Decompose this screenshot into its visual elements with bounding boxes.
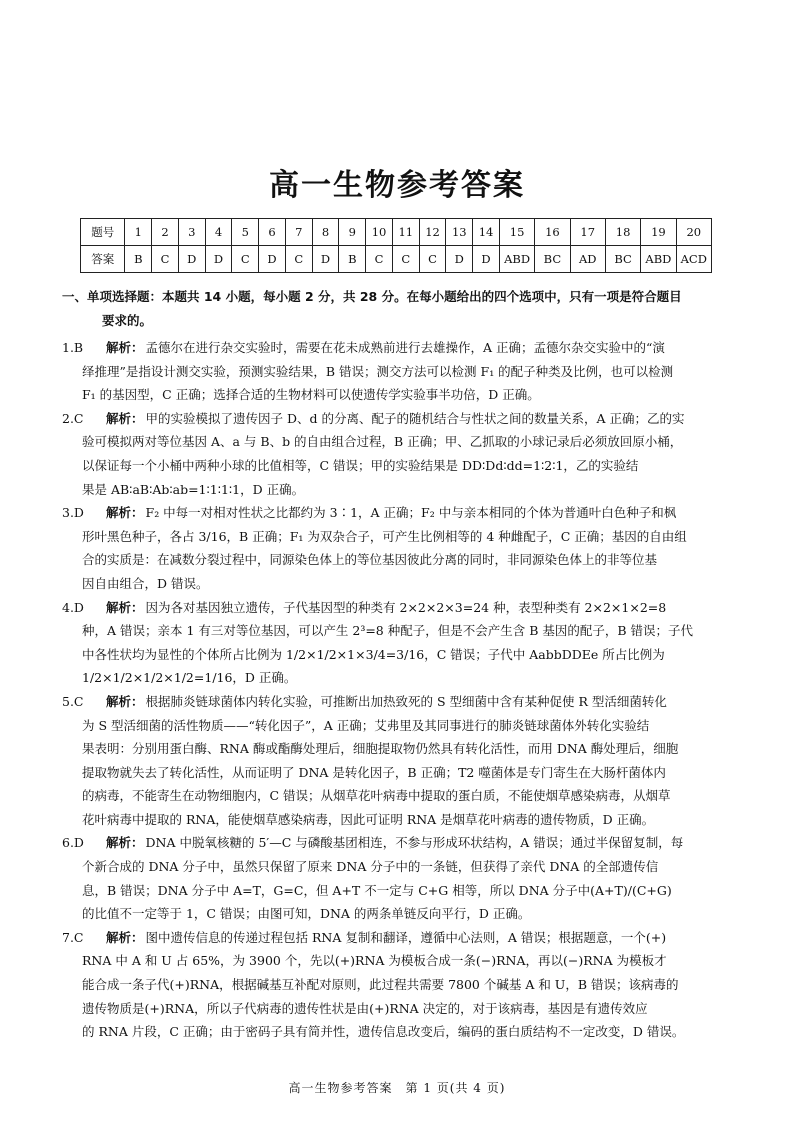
explanation-line [62, 407, 730, 431]
answer-cell: C [366, 246, 393, 273]
question-number-cell: 3 [178, 219, 205, 246]
analysis-label: 解析： [106, 835, 144, 851]
explanation-text: 因自由组合，D 错误。 [82, 575, 209, 591]
explanation-line [62, 831, 730, 855]
explanation-text: 为 S 型活细菌的活性物质——“转化因子”，A 正确；艾弗里及其同事进行的肺炎链球菌体外转化实验结 [82, 717, 650, 733]
answer-cell: BC [605, 246, 640, 273]
explanation-line [62, 784, 730, 808]
explanation-text: 果表明：分别用蛋白酶、RNA 酶或酯酶处理后，细胞提取物仍然具有转化活性，而用 DNA 酶处理后，细胞 [82, 741, 679, 757]
question-number-cell: 17 [570, 219, 605, 246]
explanation-line [62, 525, 730, 549]
question-number-cell: 13 [446, 219, 473, 246]
explanation-line [62, 997, 730, 1021]
question-number-cell: 19 [641, 219, 676, 246]
explanation-item [62, 831, 730, 925]
analysis-label: 解析： [106, 505, 144, 521]
explanation-line [62, 336, 730, 360]
explanation-text: 中各性状均为显性的个体所占比例为 1/2×1/2×1×3/4=3/16，C 错误；子代中 AabbDDEe 所占比例为 [82, 646, 665, 662]
explanation-text: 能合成一条子代(+)RNA，根据碱基互补配对原则，此过程共需要 7800 个碱基 A 和 U，B 错误；该病毒的 [82, 977, 679, 993]
explanation-text: 提取物就失去了转化活性，从而证明了 DNA 是转化因子，B 正确；T2 噬菌体是专门寄生在大肠杆菌体内 [82, 764, 666, 780]
item-number: 2.C [62, 410, 84, 426]
explanation-line [62, 926, 730, 950]
explanation-text: 因为各对基因独立遗传，子代基因型的种类有 2×2×2×3=24 种，表型种类有 2×2×1×2=8 [145, 599, 667, 615]
explanation-line [62, 737, 730, 761]
explanation-line [62, 808, 730, 832]
question-number-cell: 8 [312, 219, 339, 246]
question-number-cell: 12 [419, 219, 446, 246]
question-number-cell: 11 [392, 219, 419, 246]
explanation-text: 的比值不一定等于 1，C 错误；由图可知，DNA 的两条单链反向平行，D 正确。 [82, 906, 531, 922]
explanation-line [62, 383, 730, 407]
question-number-cell: 10 [366, 219, 393, 246]
answer-cell: B [339, 246, 366, 273]
item-number: 7.C [62, 929, 84, 945]
explanation-line [62, 596, 730, 620]
question-number-cell: 5 [232, 219, 259, 246]
answer-cell: ACD [676, 246, 711, 273]
explanation-text: DNA 中脱氧核糖的 5′—C 与磷酸基团相连，不参与形成环状结构，A 错误；通过半保留复制，每 [145, 835, 684, 851]
explanation-text: 图中遗传信息的传递过程包括 RNA 复制和翻译，遵循中心法则，A 错误；根据题意，一个(+) [145, 929, 667, 945]
item-number: 1.B [62, 340, 84, 355]
item-number: 6.D [62, 835, 84, 851]
answer-cell: C [285, 246, 312, 273]
explanation-line [62, 902, 730, 926]
question-number-cell: 9 [339, 219, 366, 246]
page-footer: 高一生物参考答案 第 1 页(共 4 页) [288, 1081, 506, 1095]
answer-cell: AD [570, 246, 605, 273]
explanation-line [62, 714, 730, 738]
item-number: 3.D [62, 505, 84, 521]
explanation-text: F₂ 中每一对相对性状之比都约为 3∶1，A 正确；F₂ 中与亲本相同的个体为普通叶白色种子和枫 [145, 505, 677, 521]
question-number-cell: 16 [535, 219, 570, 246]
analysis-label: 解析： [106, 340, 144, 355]
explanation-line [62, 855, 730, 879]
explanation-line [62, 666, 730, 690]
explanation-line [62, 454, 730, 478]
explanation-line [62, 643, 730, 667]
answer-cell: C [392, 246, 419, 273]
explanation-line [62, 430, 730, 454]
explanation-line [62, 1020, 730, 1044]
explanation-text: 以保证每一个小桶中两种小球的比值相等，C 错误；甲的实验结果是 DD∶Dd∶dd=1∶2∶1，乙的实验结 [82, 457, 639, 473]
explanation-line [62, 973, 730, 997]
answer-cell: D [312, 246, 339, 273]
explanation-text: 果是 AB∶aB∶Ab∶ab=1∶1∶1∶1，D 正确。 [82, 481, 305, 497]
explanation-text: 息，B 错误；DNA 分子中 A=T，G=C，但 A+T 不一定与 C+G 相等，所以 DNA 分子中(A+T)/(C+G) [82, 882, 672, 898]
answer-table-answer-row [81, 246, 712, 273]
analysis-label: 解析： [106, 929, 144, 945]
explanation-line [62, 690, 730, 714]
question-number-cell: 18 [605, 219, 640, 246]
explanation-text: 根据肺炎链球菌体内转化实验，可推断出加热致死的 S 型细菌中含有某种促使 R 型活细菌转化 [145, 693, 667, 709]
answer-cell: D [473, 246, 500, 273]
answer-table [80, 218, 712, 273]
section-heading-line-2: 要求的。 [102, 313, 153, 328]
item-number: 5.C [62, 693, 84, 709]
table-answer-label: 答案 [81, 246, 125, 273]
explanation-text: RNA 中 A 和 U 占 65%，为 3900 个，先以(+)RNA 为模板合成一条(−)RNA，再以(−)RNA 为模板才 [82, 953, 667, 969]
explanation-text: 形叶黑色种子，各占 3/16，B 正确；F₁ 为双杂合子，可产生比例相等的 4 种雌配子，C 正确；基因的自由组 [82, 528, 687, 544]
question-number-cell: 20 [676, 219, 711, 246]
answer-cell: B [125, 246, 152, 273]
analysis-label: 解析： [106, 599, 144, 615]
question-number-cell: 15 [499, 219, 534, 246]
explanation-line [62, 360, 730, 384]
answer-cell: D [178, 246, 205, 273]
explanation-item [62, 926, 730, 1044]
explanation-item [62, 501, 730, 595]
explanation-text: 种，A 错误；亲本 1 有三对等位基因，可以产生 2³=8 种配子，但是不会产生含 B 基因的配子，B 错误；子代 [82, 623, 694, 639]
explanation-text: 1/2×1/2×1/2×1/2=1/16，D 正确。 [82, 670, 297, 686]
explanation-text: 甲的实验模拟了遗传因子 D、d 的分离、配子的随机结合与性状之间的数量关系，A 正确；乙的实 [145, 410, 685, 426]
explanation-text: 花叶病毒中提取的 RNA，能使烟草感染病毒，因此可证明 RNA 是烟草花叶病毒的遗传物质，D 正确。 [82, 811, 655, 827]
explanation-text: 个新合成的 DNA 分子中，虽然只保留了原来 DNA 分子中的一条链，但获得了亲代 DNA 的全部遗传信 [82, 859, 659, 875]
explanation-line [62, 478, 730, 502]
answer-cell: C [232, 246, 259, 273]
question-number-cell: 1 [125, 219, 152, 246]
explanation-line [62, 572, 730, 596]
answer-cell: D [259, 246, 286, 273]
explanation-text: 的 RNA 片段，C 正确；由于密码子具有简并性，遗传信息改变后，编码的蛋白质结构不一定改变，D 错误。 [82, 1024, 685, 1040]
explanation-text: 遗传物质是(+)RNA，所以子代病毒的遗传性状是由(+)RNA 决定的，对于该病毒，基因是有遗传效应 [82, 1000, 648, 1016]
explanation-line [62, 949, 730, 973]
answer-cell: ABD [641, 246, 676, 273]
question-number-cell: 6 [259, 219, 286, 246]
explanation-line [62, 619, 730, 643]
section-heading [62, 285, 730, 333]
explanation-text: 的病毒，不能寄生在动物细胞内，C 错误；从烟草花叶病毒中提取的蛋白质，不能使烟草感染病毒，从烟草 [82, 788, 671, 804]
explanation-text: F₁ 的基因型，C 正确；选择合适的生物材料可以使遗传学实验事半功倍，D 正确。 [82, 387, 540, 403]
page-title: 高一生物参考答案 [269, 168, 525, 203]
answer-cell: BC [535, 246, 570, 273]
answer-cell: ABD [499, 246, 534, 273]
explanation-text: 绎推理”是指设计测交实验，预测实验结果，B 错误；测交方法可以检测 F₁ 的配子种类及比例，也可以检测 [82, 363, 674, 379]
explanation-line [62, 879, 730, 903]
answer-cell: C [419, 246, 446, 273]
question-number-cell: 14 [473, 219, 500, 246]
answer-table-number-row [81, 219, 712, 246]
explanation-text: 合的实质是：在减数分裂过程中，同源染色体上的等位基因彼此分离的同时，非同源染色体上的非等位基 [82, 552, 658, 568]
explanation-item [62, 407, 730, 501]
section-heading-line-1: 一、单项选择题：本题共 14 小题，每小题 2 分，共 28 分。在每小题给出的四个选项中，只有一项是符合题目 [62, 289, 682, 304]
answer-cell: D [446, 246, 473, 273]
explanation-item [62, 596, 730, 690]
explanation-item [62, 690, 730, 832]
answer-cell: D [205, 246, 232, 273]
explanation-line [62, 761, 730, 785]
analysis-label: 解析： [106, 693, 144, 709]
question-number-cell: 2 [152, 219, 179, 246]
explanation-line [62, 548, 730, 572]
answer-cell: C [152, 246, 179, 273]
analysis-label: 解析： [106, 410, 144, 426]
question-number-cell: 7 [285, 219, 312, 246]
explanation-item [62, 336, 730, 407]
explanation-list [62, 336, 730, 1044]
explanation-text: 验可模拟两对等位基因 A、a 与 B、b 的自由组合过程，B 正确；甲、乙抓取的小球记录后必须放回原小桶， [82, 434, 683, 450]
explanation-line [62, 501, 730, 525]
item-number: 4.D [62, 599, 84, 615]
table-header-label: 题号 [81, 219, 125, 246]
question-number-cell: 4 [205, 219, 232, 246]
explanation-text: 孟德尔在进行杂交实验时，需要在花未成熟前进行去雄操作，A 正确；孟德尔杂交实验中的“演 [145, 340, 665, 355]
